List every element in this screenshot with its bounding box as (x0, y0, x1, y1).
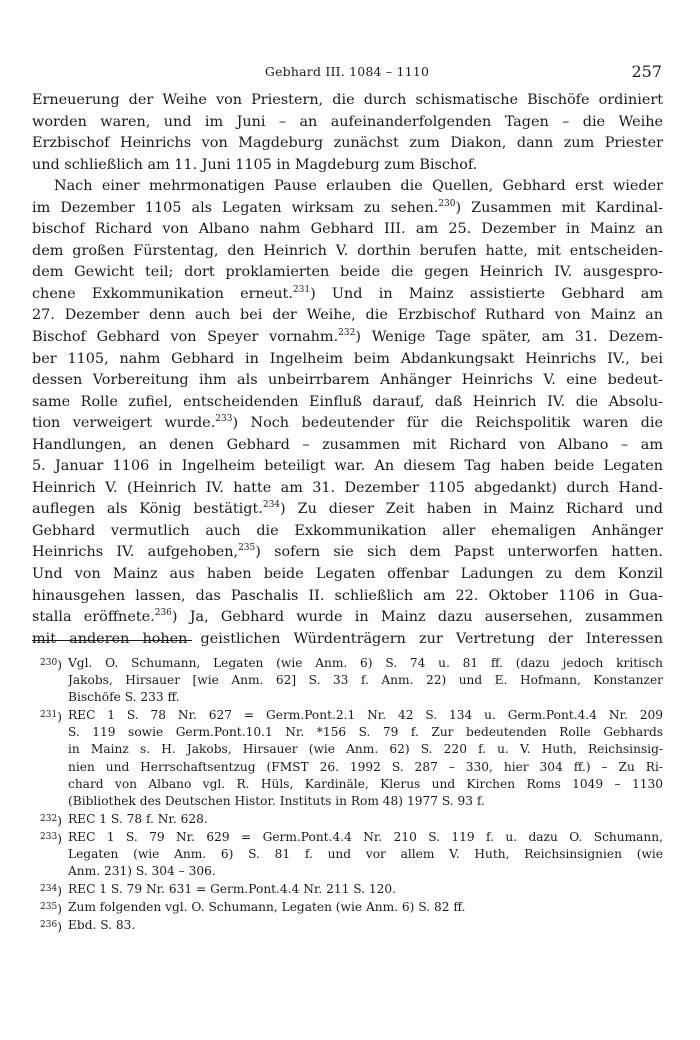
footnote-line: REC 1 S. 78 Nr. 627 = Germ.Pont.2.1 Nr. 42 S. 134 u. Germ.Pont.4.4 Nr. 209 (68, 708, 663, 723)
footnote-number: $^{231}$) (40, 710, 62, 725)
body-line: Nach einer mehrmonatigen Pause erlauben die Quellen, Gebhard erst wieder (54, 178, 663, 195)
footnote-line: REC 1 S. 78 f. Nr. 628. (68, 811, 208, 826)
body-line: 5. Januar 1106 in Ingelheim beteiligt war. An diesem Tag haben beide Legaten (32, 458, 663, 475)
footnote (32, 899, 663, 916)
footnote-line: S. 119 sowie Germ.Pont.10.1 Nr. *156 S. 79 f. Zur bedeutenden Rolle Gebhards (68, 725, 663, 740)
body-line: Handlungen, an denen Gebhard – zusammen mit Richard von Albano – am (32, 436, 663, 453)
running-title: Gebhard III. 1084 – 1110 (264, 64, 430, 79)
body-line: dem Gewicht teil; dort proklamierten beide die gegen Heinrich IV. ausgespro- (32, 264, 663, 281)
footnote-line: Vgl. O. Schumann, Legaten (wie Anm. 6) S. 74 u. 81 ff. (dazu jedoch kritisch (68, 656, 663, 670)
body-line: Heinrich V. (Heinrich IV. hatte am 31. Dezember 1105 abgedankt) durch Hand- (32, 479, 663, 496)
body-line: Erneuerung der Weihe von Priestern, die durch schismatische Bischöfe ordiniert (32, 92, 663, 108)
body-line: same Rolle zufiel, entscheidenden Einfluß darauf, daß Heinrich IV. die Absolu- (32, 393, 663, 410)
footnote (32, 655, 663, 706)
body-line: Erzbischof Heinrichs von Magdeburg zunächst zum Diakon, dann zum Priester (32, 135, 663, 152)
body-line: tion verweigert wurde.$^{233}$) Noch bedeutender für die Reichspolitik waren die (32, 414, 663, 432)
body-line: stalla eröffnete.$^{236}$) Ja, Gebhard wurde in Mainz dazu ausersehen, zusammen (32, 608, 663, 626)
footnote-line: Ebd. S. 83. (68, 918, 136, 933)
body-line: chene Exkommunikation erneut.$^{231}$) Und in Mainz assistierte Gebhard am (32, 284, 663, 302)
body-line: Gebhard vermutlich auch die Exkommunikation aller ehemaligen Anhänger (32, 522, 663, 539)
body-line: dessen Vorbereitung ihm als unbeirrbarem Anhänger Heinrichs V. eine bedeut- (32, 372, 663, 389)
footnote (32, 829, 663, 880)
footnote (32, 881, 663, 898)
body-line: und schließlich am 11. Juni 1105 in Magdeburg zum Bischof. (32, 156, 478, 173)
footnote-line: REC 1 S. 79 Nr. 631 = Germ.Pont.4.4 Nr. 211 S. 120. (68, 882, 397, 897)
footnote-number: $^{235}$) (40, 902, 62, 917)
footnote (32, 917, 663, 934)
body-line: hinausgehen lassen, das Paschalis II. schließlich am 22. Oktober 1106 in Gua- (32, 587, 663, 604)
footnote-number: $^{236}$) (40, 920, 62, 935)
footnote-line: Legaten (wie Anm. 6) S. 81 f. und vor allem V. Huth, Reichsinsignien (wie (68, 847, 663, 862)
footnote-number: $^{232}$) (40, 813, 62, 828)
body-line: im Dezember 1105 als Legaten wirksam zu sehen.$^{230}$) Zusammen mit Kardinal- (32, 198, 663, 216)
footnote-line: Zum folgenden vgl. O. Schumann, Legaten (wie Anm. 6) S. 82 ff. (68, 900, 466, 915)
footnote-line: (Bibliothek des Deutschen Histor. Instituts in Rom 48) 1977 S. 93 f. (68, 793, 485, 808)
body-line: dem großen Fürstentag, den Heinrich V. dorthin berufen hatte, mit entscheiden- (32, 242, 663, 259)
body-line: auflegen als König bestätigt.$^{234}$) Zu dieser Zeit haben in Mainz Richard und (32, 500, 663, 518)
body-line: ber 1105, nahm Gebhard in Ingelheim beim Abdankungsakt Heinrichs IV., bei (32, 350, 663, 367)
footnote-line: in Mainz s. H. Jakobs, Hirsauer (wie Anm. 62) S. 220 f. u. V. Huth, Reichsinsig- (68, 742, 663, 757)
footnote (32, 707, 663, 810)
footnote-number: $^{234}$) (40, 884, 62, 899)
body-line: Bischof Gebhard von Speyer vornahm.$^{232}$) Wenige Tage später, am 31. Dezem- (32, 328, 663, 346)
body-line: 27. Dezember denn auch bei der Weihe, die Erzbischof Ruthard von Mainz an (32, 307, 663, 324)
footnote-line: REC 1 S. 79 Nr. 629 = Germ.Pont.4.4 Nr. 210 S. 119 f. u. dazu O. Schumann, (68, 829, 663, 844)
footnote-line: Jakobs, Hirsauer [wie Anm. 62] S. 33 f. Anm. 22) und E. Hofmann, Konstanzer (68, 673, 663, 688)
body-text (32, 90, 663, 650)
body-line: Heinrichs IV. aufgehoben,$^{235}$) sofern sie sich dem Papst unterworfen hatten. (32, 543, 663, 561)
body-line: worden waren, und im Juni – an aufeinanderfolgenden Tagen – die Weihe (32, 113, 663, 130)
footnote-line: Bischöfe S. 233 ff. (68, 690, 180, 705)
footnote-line: Anm. 231) S. 304 – 306. (68, 864, 216, 879)
body-line: bischof Richard von Albano nahm Gebhard III. am 25. Dezember in Mainz an (32, 221, 663, 238)
footnote-line: nien und Herrschaftsentzug (FMST 26. 1992 S. 287 – 330, hier 304 ff.) – Zu Ri- (68, 759, 663, 774)
page-number: 257 (631, 62, 662, 81)
footnote (32, 811, 663, 828)
footnotes (32, 655, 663, 936)
footnote-line: chard von Albano vgl. R. Hüls, Kardinäle, Klerus und Kirchen Roms 1049 – 1130 (68, 776, 663, 791)
footnote-number: $^{230}$) (40, 658, 62, 672)
running-head (32, 62, 662, 84)
body-line: Und von Mainz aus haben beide Legaten offenbar Ladungen zu dem Konzil (32, 566, 663, 583)
footnote-separator (32, 640, 192, 641)
footnote-number: $^{233}$) (40, 831, 62, 846)
body-line: mit anderen hohen geistlichen Würdenträgern zur Vertretung der Interessen (32, 630, 663, 647)
